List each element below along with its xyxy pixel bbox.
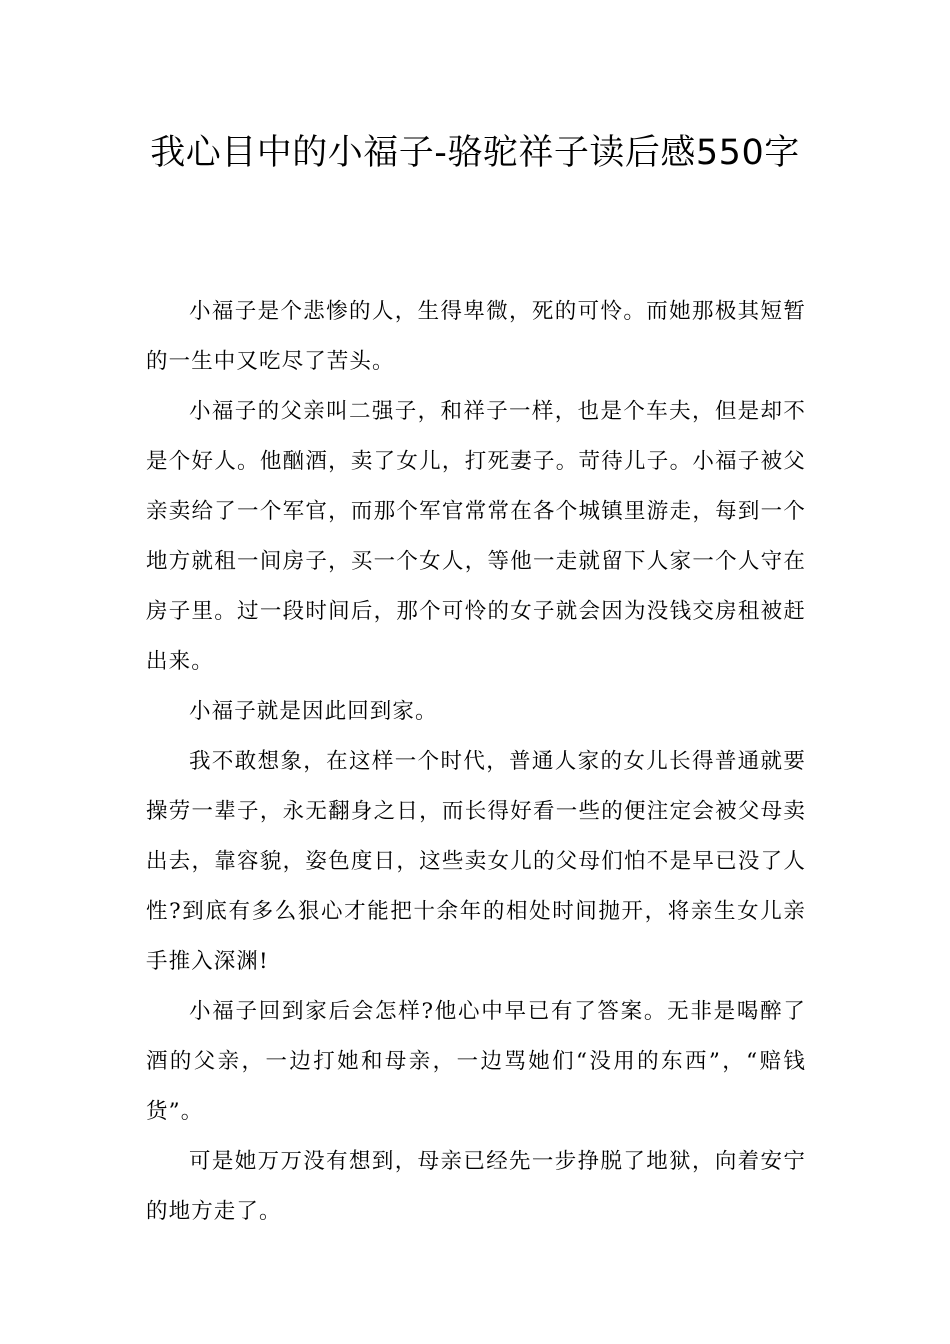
paragraph: 可是她万万没有想到，母亲已经先一步挣脱了地狱，向着安宁的地方走了。	[146, 1149, 806, 1224]
paragraph: 我不敢想象，在这样一个时代，普通人家的女儿长得普通就要操劳一辈子，永无翻身之日，而长得好看一些的便注定会被父母卖出去，靠容貌，姿色度日，这些卖女儿的父母们怕不是早已没了人性?到底有多么狠心才能把十余年的相处时间抛开，将亲生女儿亲手推入深渊!	[146, 749, 806, 974]
paragraph: 小福子回到家后会怎样?他心中早已有了答案。无非是喝醉了酒的父亲，一边打她和母亲，一边骂她们“没用的东西”，“赔钱货”。	[146, 999, 806, 1124]
document-body	[146, 287, 806, 1237]
paragraph: 小福子就是因此回到家。	[189, 699, 438, 724]
paragraph: 小福子的父亲叫二强子，和祥子一样，也是个车夫，但是却不是个好人。他酗酒，卖了女儿，打死妻子。苛待儿子。小福子被父亲卖给了一个军官，而那个军官常常在各个城镇里游走，每到一个地方就租一间房子，买一个女人，等他一走就留下人家一个人守在房子里。过一段时间后，那个可怜的女子就会因为没钱交房租被赶出来。	[146, 399, 806, 674]
paragraph: 小福子是个悲惨的人，生得卑微，死的可怜。而她那极其短暂的一生中又吃尽了苦头。	[146, 299, 806, 374]
document-title: 我心目中的小福子-骆驼祥子读后感550字	[150, 133, 800, 173]
